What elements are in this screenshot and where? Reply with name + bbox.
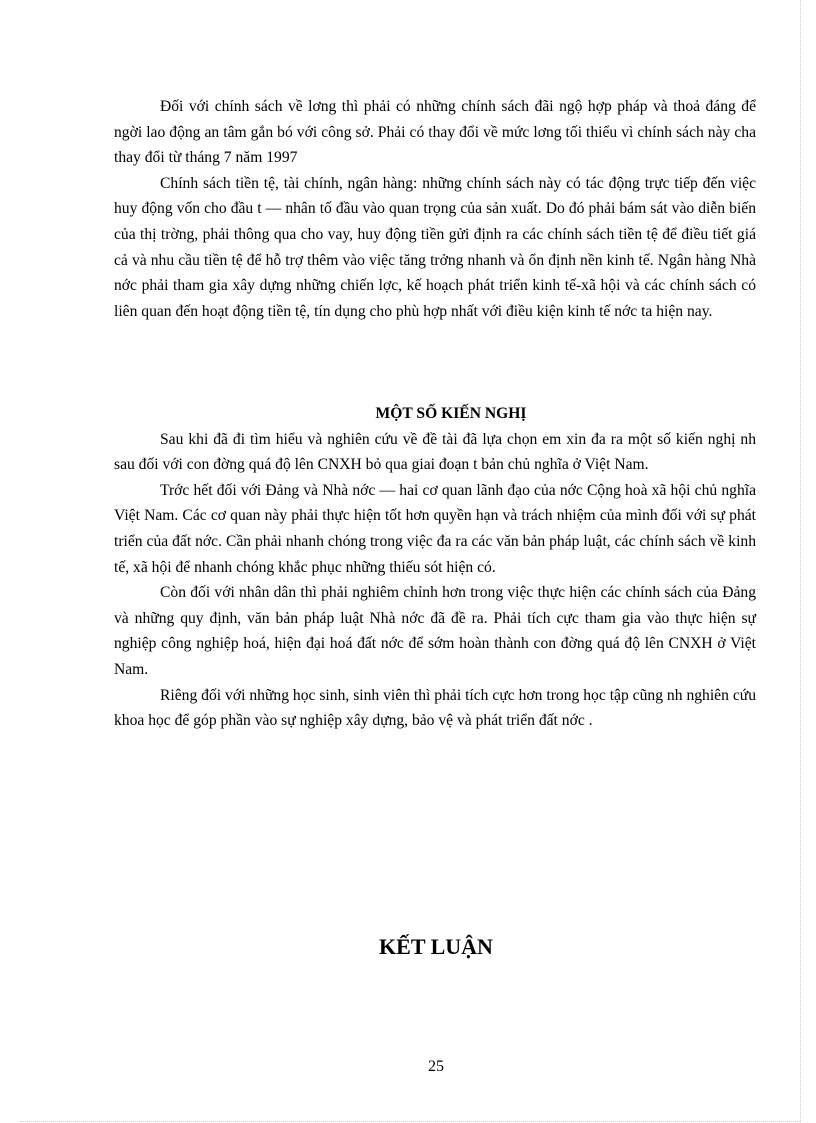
proposals-section xyxy=(114,401,756,734)
page-number: 25 xyxy=(428,1058,444,1075)
paragraph-citizens: Còn đối với nhân dân thì phải nghiêm chỉnh hơn trong việc thực hiện các chính sách của Đảng và những quy định, văn bản pháp luật Nhà nớc đã đề ra. Phải tích cực tham gia vào thực hiện sự nghiệp công nghiệp hoá, hiện đại hoá đất nớc để sớm hoàn thành con đờng quá độ lên CNXH ở Việt Nam. xyxy=(114,584,756,678)
page-edge-guide xyxy=(800,0,801,1123)
page-bottom-guide xyxy=(20,1121,800,1122)
policy-recommendations-section xyxy=(114,94,756,324)
section-heading: MỘT SỐ KIẾN NGHỊ xyxy=(375,405,527,422)
paragraph-party-state: Trớc hết đối với Đảng và Nhà nớc — hai cơ quan lãnh đạo của nớc Cộng hoà xã hội chủ nghĩa Việt Nam. Các cơ quan này phải thực hiện tốt hơn quyền hạn và trách nhiệm của mình đối với sự phát triển của đất nớc. Cần phải nhanh chóng trong việc đa ra các văn bản pháp luật, các chính sách về kinh tế, xã hội để nhanh chóng khắc phục những thiếu sót hiện có. xyxy=(114,481,756,576)
paragraph-students: Riêng đối với những học sinh, sinh viên thì phải tích cực hơn trong học tập cũng nh nghiên cứu khoa học để góp phần vào sự nghiệp xây dựng, bảo vệ và phát triển đất nớc . xyxy=(114,686,756,730)
conclusion-title: KẾT LUẬN xyxy=(379,934,493,959)
paragraph-wage-policy: Đối với chính sách về lơng thì phải có những chính sách đãi ngộ hợp pháp và thoả đáng để ngời lao động an tâm gắn bó với công sở. Phải có thay đổi về mức lơng tối thiểu vì chính sách này cha thay đổi từ tháng 7 năm 1997 xyxy=(114,98,756,167)
paragraph-monetary-policy: Chính sách tiền tệ, tài chính, ngân hàng: những chính sách này có tác động trực tiếp đến việc huy động vốn cho đầu t — nhân tố đầu vào quan trọng của sản xuất. Do đó phải bám sát vào diễn biến của thị trờng, phải thông qua cho vay, huy động tiền gửi định ra các chính sách tiền tệ để điều tiết giá cả và nhu cầu tiền tệ để hỗ trợ thêm vào việc tăng trởng nhanh và ổn định nền kinh tế. Ngân hàng Nhà nớc phải tham gia xây dựng những chiến lợc, kế hoạch phát triển kinh tế-xã hội và các chính sách có liên quan đến hoạt động tiền tệ, tín dụng cho phù hợp nhất với điều kiện kinh tế nớc ta hiện nay. xyxy=(114,174,756,320)
paragraph-intro: Sau khi đã đi tìm hiểu và nghiên cứu về đề tài đã lựa chọn em xin đa ra một số kiến nghị nh sau đối với con đờng quá độ lên CNXH bỏ qua giai đoạn t bản chủ nghĩa ở Việt Nam. xyxy=(114,430,756,474)
